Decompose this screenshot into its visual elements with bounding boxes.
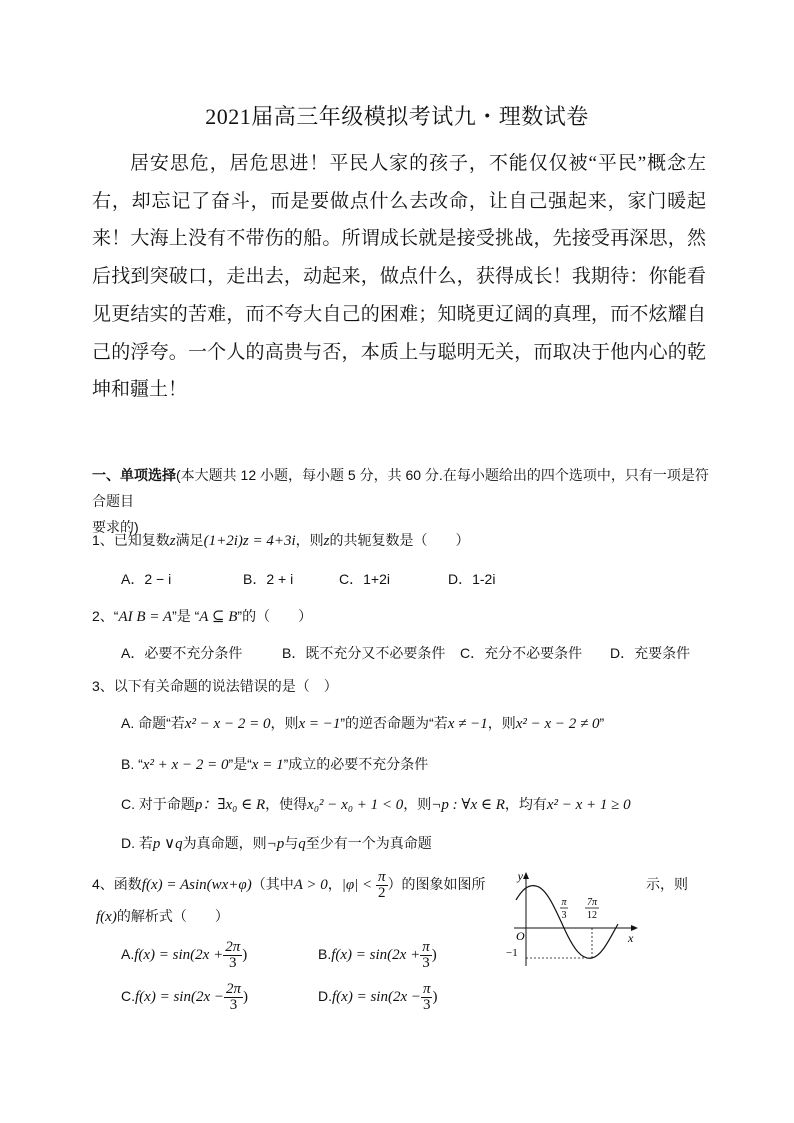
q3-c-text: C. 对于命题 xyxy=(121,796,195,812)
q1-var-z: z xyxy=(169,533,176,549)
option-fraction xyxy=(223,940,242,971)
q2-text: “ xyxy=(113,608,119,624)
y-axis-arrow xyxy=(523,872,529,879)
q4-text: ）的图象如图所 xyxy=(387,876,486,893)
q3-b-math: x = 1 xyxy=(251,757,284,773)
q4-stem-line2 xyxy=(92,906,229,926)
q1-option-b[interactable]: B．2 + i xyxy=(243,571,294,587)
q4-text: 函数 xyxy=(113,876,142,893)
q4-math: f(x) = Asin(wx+φ) xyxy=(141,877,252,894)
sine-curve xyxy=(516,886,618,959)
q3-d-text: 至少有一个为真命题 xyxy=(305,835,432,851)
option-label: B. xyxy=(318,946,332,963)
fraction-numerator: 2π xyxy=(225,939,241,955)
q2-expression: A ⊆ B xyxy=(199,609,238,625)
q3-b-text: ”成立的必要不充分条件 xyxy=(283,756,429,772)
fraction-denominator: 2 xyxy=(378,885,386,901)
q3-a-text: A. 命题“若 xyxy=(121,715,185,731)
q3-a-math: x² − x − 2 ≠ 0 xyxy=(515,716,600,732)
tick2-denominator: 12 xyxy=(587,910,597,921)
q4-text: 的解析式（ ） xyxy=(116,908,229,924)
q3-c-text: ，则 xyxy=(403,796,432,812)
q3-c-text: ，均有 xyxy=(504,796,547,812)
fraction-denominator: 3 xyxy=(422,955,430,971)
q3-a-text: ，则 xyxy=(270,715,299,731)
q3-d-math: q xyxy=(298,836,306,852)
q3-a-text: ”的逆否命题为“若 xyxy=(340,715,448,731)
q3-c-math: x₀² − x₀ + 1 < 0 xyxy=(307,797,404,813)
q4-math: A > 0 xyxy=(293,877,328,894)
option-math: f(x) = sin(2x + xyxy=(331,947,421,964)
option-math: ) xyxy=(242,989,248,1006)
question-4-stem xyxy=(92,870,486,901)
intro-paragraph xyxy=(92,145,706,409)
tick1-denominator: 3 xyxy=(561,910,567,921)
q3-a-math: x = −1 xyxy=(298,716,341,732)
section-heading xyxy=(92,462,712,540)
q3-c-text: ，使得 xyxy=(265,796,308,812)
question-3-stem xyxy=(92,676,338,696)
q2-option-a[interactable]: A．必要不充分条件 xyxy=(121,645,243,661)
option-fraction xyxy=(421,982,433,1013)
q4-text-continued: 示，则 xyxy=(646,876,688,892)
q1-text: ，则 xyxy=(295,532,324,548)
page-title: 2021届高三年级模拟考试九・理数试卷 xyxy=(205,104,589,129)
fraction-denominator: 3 xyxy=(228,955,237,971)
option-math: f(x) = sin(2x + xyxy=(134,947,224,964)
q3-b-text: B. “ xyxy=(121,756,143,772)
q1-text: 满足 xyxy=(175,532,204,548)
q1-var-z: z xyxy=(323,533,330,549)
option-label: C. xyxy=(121,988,135,1005)
tick1-numerator: π xyxy=(561,897,567,908)
intro-text: 居安思危，居危思进！平民人家的孩子，不能仅仅被“平民”概念左右，却忘记了奋斗，而是要做点什么去改命，让自己强起来，家门暖起来！大海上没有不带伤的船。所谓成长就是接受挑战，先接受再深思，然后找到突破口，走出去，动起来，做点什么，获得成长！我期待：你能看见更结实的苦难，而不夸大自己的困难；知晓更辽阔的真理，而不炫耀自己的浮夸。一个人的高贵与否，本质上与聪明无关，而取决于他内心的乾坤和疆土！ xyxy=(92,153,706,401)
q3-a-math: x² − x − 2 = 0 xyxy=(184,716,271,732)
option-math: ) xyxy=(242,947,248,964)
q1-text: 的共轭复数是（ ） xyxy=(329,532,470,548)
q1-option-d[interactable]: D．1-2i xyxy=(448,571,496,587)
q3-d-text: 与 xyxy=(284,835,299,851)
option-math: f(x) = sin(2x − xyxy=(135,989,224,1006)
question-1-stem xyxy=(92,530,470,550)
y-label: y xyxy=(517,869,523,883)
fraction-numerator: π xyxy=(422,939,430,955)
q4-option-b[interactable] xyxy=(318,940,437,971)
fraction-numerator: π xyxy=(378,869,386,885)
question-number: 2、 xyxy=(92,608,114,624)
fraction-denominator: 3 xyxy=(422,997,431,1013)
question-2-stem xyxy=(92,606,312,626)
neg-one-label: −1 xyxy=(506,947,518,959)
q2-option-c[interactable]: C．充分不必要条件 xyxy=(460,645,583,661)
question-number: 1、 xyxy=(92,532,114,548)
q3-c-math: x² − x + 1 ≥ 0 xyxy=(546,797,631,813)
q2-text: ”是 “ xyxy=(172,608,200,624)
q3-d-math: p ∨q xyxy=(152,836,183,852)
q4-option-d[interactable] xyxy=(318,982,437,1013)
q2-text: ”的（ ） xyxy=(237,608,313,624)
q4-math: f(x) xyxy=(96,909,117,925)
q3-option-d[interactable] xyxy=(121,833,432,853)
q4-text: （其中 xyxy=(251,876,294,893)
fraction-numerator: 2π xyxy=(225,981,241,997)
q2-expression: AI B = A xyxy=(118,609,173,625)
q4-text: ， xyxy=(327,876,342,893)
q3-b-math: x² + x − 2 = 0 xyxy=(142,757,229,773)
q2-option-d[interactable]: D．充要条件 xyxy=(610,645,691,661)
section-desc-line2: 要求的) xyxy=(92,519,139,535)
q2-option-b[interactable]: B．既不充分又不必要条件 xyxy=(282,645,446,661)
q3-a-text: ” xyxy=(599,715,605,731)
option-math: ) xyxy=(432,989,438,1006)
question-number: 3、 xyxy=(92,678,114,694)
q3-a-text: ，则 xyxy=(487,715,516,731)
section-desc-line1: (本大题共 12 小题，每小题 5 分，共 60 分.在每小题给出的四个选项中，只有一项是符合题目 xyxy=(92,467,709,509)
x-label: x xyxy=(628,931,634,945)
fraction-numerator: π xyxy=(422,981,431,997)
q3-a-math: x ≠ −1 xyxy=(447,716,488,732)
q3-option-a[interactable] xyxy=(121,713,604,733)
q3-d-text: 为真命题，则 xyxy=(182,835,267,851)
q1-option-a[interactable]: A．2 − i xyxy=(121,571,172,587)
q3-text: 以下有关命题的说法错误的是（ ） xyxy=(113,678,338,694)
q3-c-math: ¬p : ∀x ∈ R xyxy=(431,797,505,813)
origin-label: O xyxy=(516,929,525,943)
q3-d-text: D. 若 xyxy=(121,835,153,851)
q4-math: |φ| < xyxy=(341,877,373,894)
q1-text: 已知复数 xyxy=(113,532,170,548)
question-number: 4、 xyxy=(92,876,114,893)
option-fraction xyxy=(224,982,243,1013)
q3-b-text: ”是“ xyxy=(228,756,252,772)
q3-d-math: ¬p xyxy=(266,836,285,852)
tick2-numerator: 7π xyxy=(586,897,598,908)
q4-option-c[interactable] xyxy=(121,982,248,1013)
q3-option-b[interactable] xyxy=(121,754,428,774)
option-math: f(x) = sin(2x − xyxy=(332,989,421,1006)
q4-fraction xyxy=(376,870,388,901)
option-fraction xyxy=(420,940,432,971)
option-math: ) xyxy=(431,947,437,964)
option-label: D. xyxy=(318,988,332,1005)
section-title: 一、单项选择 xyxy=(92,467,176,483)
q3-c-math: p：∃x₀ ∈ R xyxy=(194,797,266,813)
q1-option-c[interactable]: C．1+2i xyxy=(339,571,390,587)
q4-option-a[interactable] xyxy=(121,940,247,971)
q1-equation: (1+2i)z = 4+3i xyxy=(203,533,296,549)
q3-option-c[interactable] xyxy=(121,793,631,814)
option-label: A. xyxy=(121,946,135,963)
fraction-denominator: 3 xyxy=(229,997,238,1013)
sine-graph xyxy=(506,866,640,968)
